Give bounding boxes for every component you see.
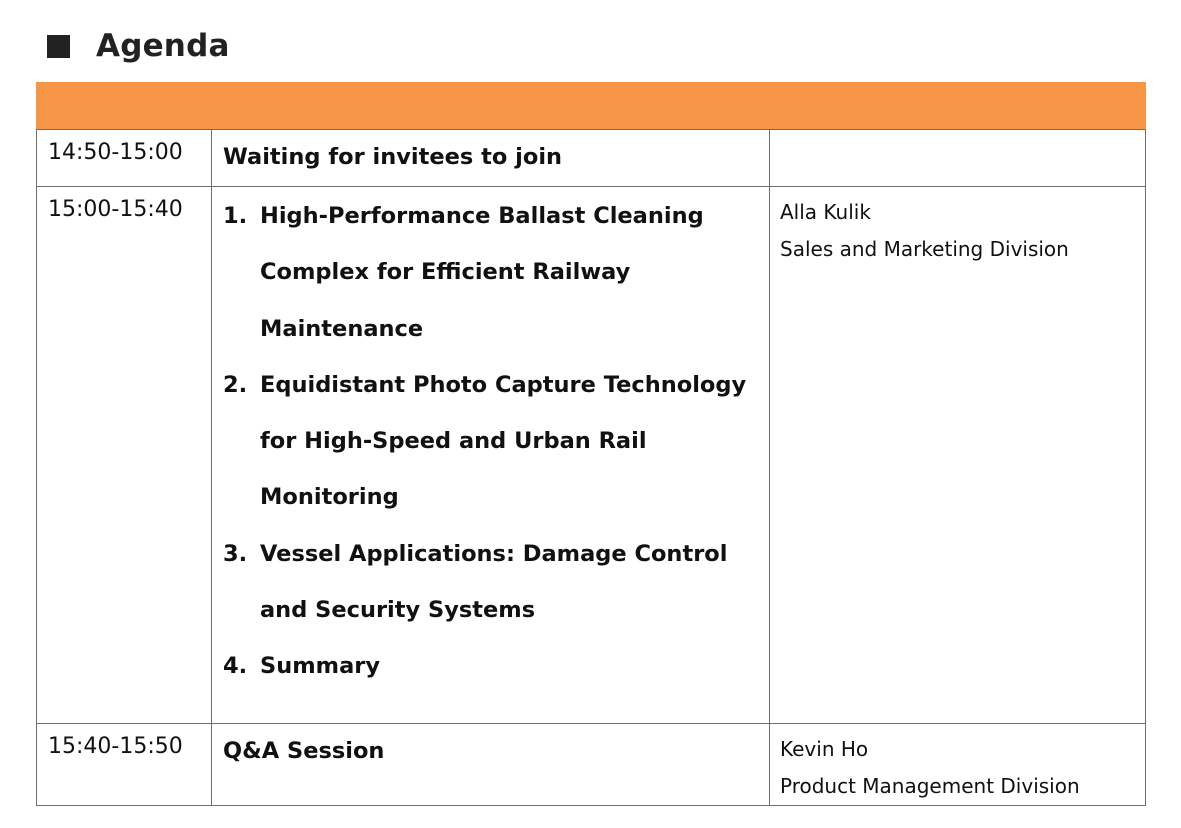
time-cell: 15:00-15:40 — [37, 187, 212, 724]
square-bullet-icon — [47, 35, 70, 58]
topic-title: Q&A Session — [223, 738, 385, 764]
list-item-number: 1. — [223, 203, 248, 229]
list-item-text: High-Performance Ballast Cleaning Complex for Efficient Railway Maintenance — [260, 203, 704, 342]
speaker-division: Sales and Marketing Division — [780, 237, 1069, 261]
page-title: Agenda — [96, 28, 230, 64]
header-band-cell — [37, 83, 1146, 130]
speaker-cell — [770, 724, 1146, 806]
list-item-text: Vessel Applications: Damage Control and Security Systems — [260, 540, 728, 624]
agenda-table — [36, 82, 1146, 806]
list-item-text: Summary — [260, 653, 381, 680]
list-item-text: Equidistant Photo Capture Technology for High-Speed and Urban Rail Monitoring — [260, 371, 747, 511]
table-header-band — [37, 83, 1146, 130]
topic-title: Waiting for invitees to join — [223, 144, 563, 170]
list-item-number: 3. — [223, 540, 248, 567]
speaker-cell — [770, 187, 1146, 724]
speaker-name: Alla Kulik — [780, 200, 871, 224]
list-item — [223, 188, 761, 357]
speaker-cell — [770, 130, 1146, 187]
time-cell: 14:50-15:00 — [37, 130, 212, 187]
list-item-number: 2. — [223, 371, 248, 398]
topic-list — [223, 188, 761, 695]
agenda-heading — [47, 24, 230, 68]
table-row — [37, 724, 1146, 806]
speaker-division: Product Management Division — [780, 774, 1080, 798]
topic-cell — [212, 130, 770, 187]
time-cell: 15:40-15:50 — [37, 724, 212, 806]
table-row — [37, 187, 1146, 724]
topic-cell — [212, 187, 770, 724]
list-item — [223, 357, 761, 526]
topic-cell — [212, 724, 770, 806]
list-item — [223, 526, 761, 639]
list-item — [223, 638, 761, 694]
speaker-name: Kevin Ho — [780, 737, 869, 761]
table-row — [37, 130, 1146, 187]
list-item-number: 4. — [223, 653, 248, 680]
